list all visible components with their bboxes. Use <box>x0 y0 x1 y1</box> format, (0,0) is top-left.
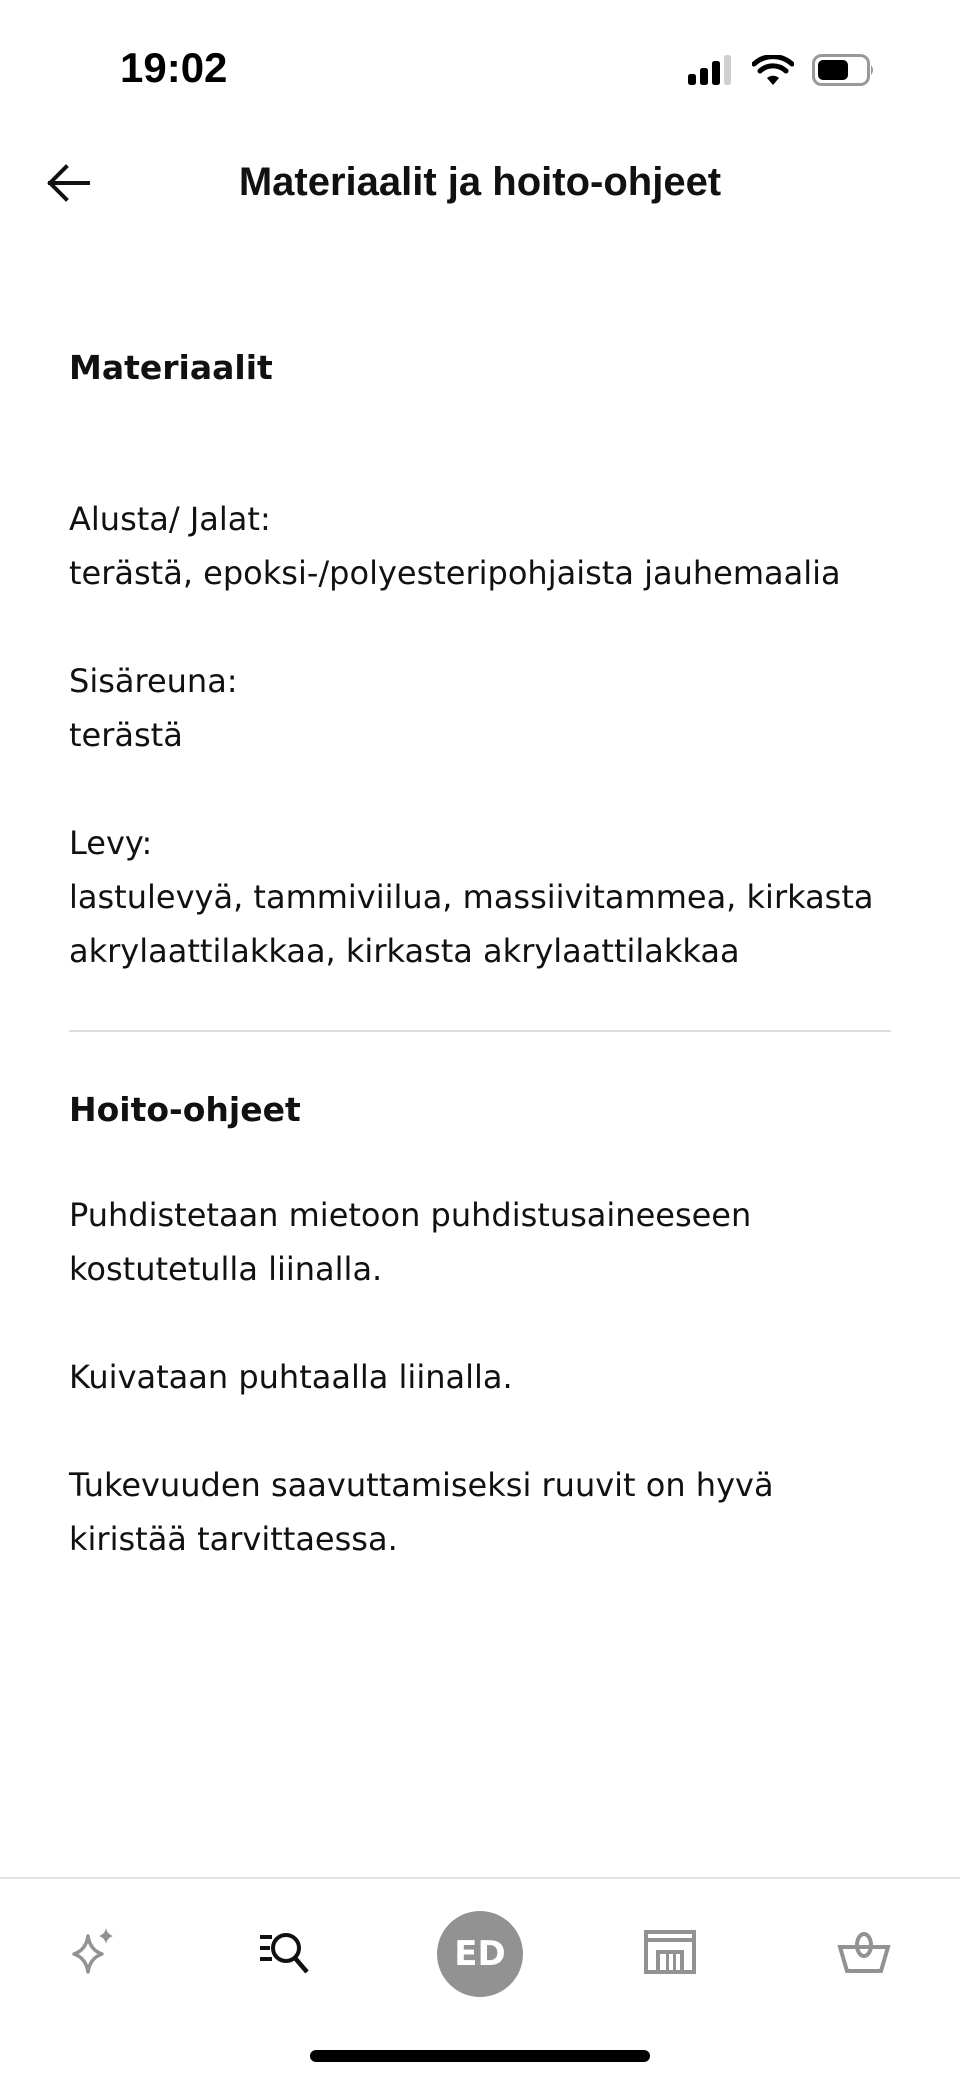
care-instruction: Puhdistetaan mietoon puhdistusaineeseen kostutetulla liinalla. <box>69 1196 752 1288</box>
care-instruction: Tukevuuden saavuttamiseksi ruuvit on hyvä kiristää tarvittaessa. <box>69 1466 774 1558</box>
material-label: Levy: <box>69 824 153 862</box>
materials-title: Materiaalit <box>69 348 273 387</box>
store-icon <box>644 1930 696 1978</box>
material-label: Sisäreuna: <box>69 662 238 700</box>
material-value: terästä, epoksi-/polyesteripohjaista jauhemaalia <box>69 554 841 592</box>
wifi-icon <box>752 55 794 89</box>
material-item <box>69 816 891 978</box>
nav-item-cart[interactable] <box>814 1909 914 1999</box>
basket-icon <box>837 1929 891 1979</box>
nav-item-inspiration[interactable] <box>44 1909 144 1999</box>
battery-icon <box>812 54 876 90</box>
care-title: Hoito-ohjeet <box>69 1090 301 1129</box>
material-item <box>69 654 891 762</box>
cellular-signal-icon <box>688 55 734 89</box>
material-value: terästä <box>69 716 183 754</box>
materials-list <box>69 492 891 978</box>
search-list-icon <box>258 1927 314 1981</box>
care-list <box>69 1188 891 1566</box>
material-label: Alusta/ Jalat: <box>69 500 271 538</box>
care-section <box>69 1082 891 1566</box>
material-value: lastulevyä, tammiviilua, massiivitammea, kirkasta akrylaattilakkaa, kirkasta akrylaattilakkaa <box>69 878 874 970</box>
header <box>0 140 960 230</box>
materials-section <box>69 340 891 978</box>
page-title: Materiaalit ja hoito-ohjeet <box>238 160 722 204</box>
sparkle-icon <box>68 1926 120 1982</box>
home-indicator[interactable] <box>310 2050 650 2062</box>
nav-item-profile[interactable] <box>430 1909 530 1999</box>
nav-item-stores[interactable] <box>620 1909 720 1999</box>
nav-item-search[interactable] <box>236 1909 336 1999</box>
care-instruction: Kuivataan puhtaalla liinalla. <box>69 1358 513 1396</box>
avatar: ED <box>437 1911 523 1997</box>
material-item <box>69 492 891 600</box>
content <box>69 340 891 1620</box>
status-time: 19:02 <box>120 44 228 91</box>
status-icons <box>688 52 876 92</box>
section-divider <box>69 1030 891 1032</box>
status-bar <box>0 0 960 130</box>
